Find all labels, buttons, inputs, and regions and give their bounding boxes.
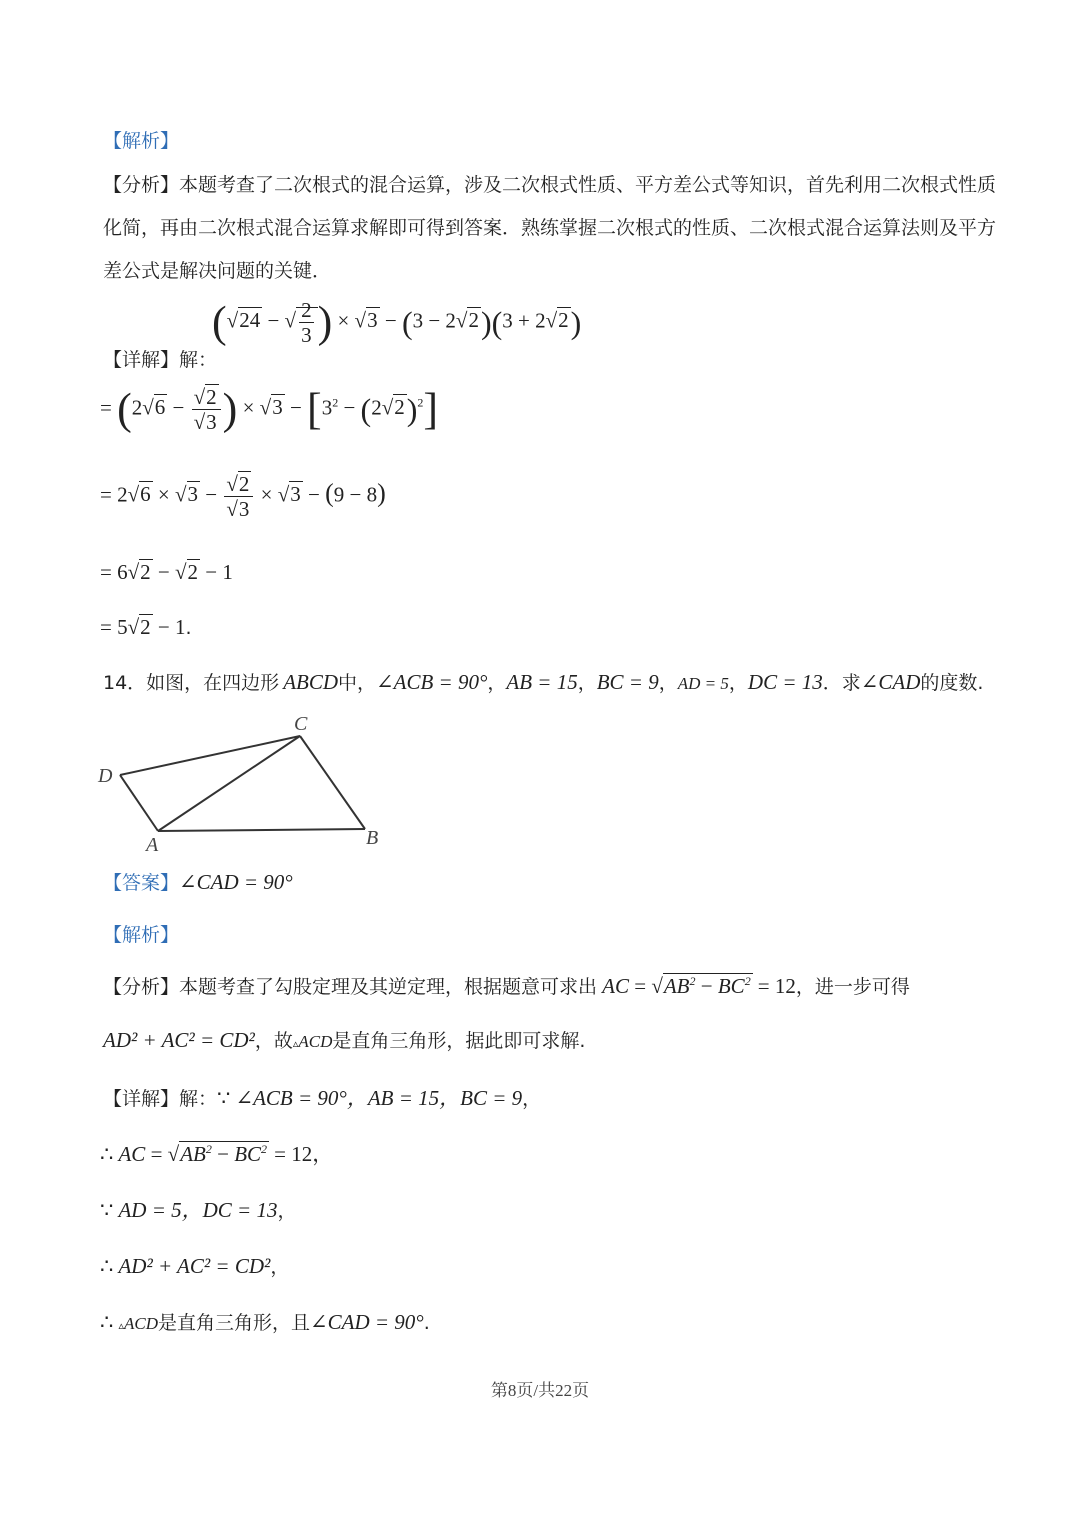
detail-2-lead: 解： [179,1088,218,1110]
detail-2-label: 【详解】 [103,1088,180,1110]
detail-2-ac-value: = 12， [274,1142,334,1166]
analysis-tag-2: 【解析】 [103,924,180,946]
page-footer: 第8页/共22页 [490,1381,590,1400]
analysis-line-2: 化简，再由二次根式混合运算求解即可得到答案．熟练掌握二次根式的性质、二次根式混合运算法则及平方 [103,217,997,239]
analysis-2-label: 【分析】 [103,976,180,998]
edge-cb [300,736,365,829]
q14-sep-4: ， [728,672,748,694]
detail-2-ac-formula: AC = $√AB^2 - BC^2$ [118,1142,268,1166]
detail-2-given-2: AD = 5，DC = 13 [118,1198,278,1222]
detail-2-pyth: AD² + AC² = CD² [118,1254,271,1278]
detail-line [103,345,217,372]
detail-2-end-5: . [423,1312,430,1334]
analysis-2-text-b: ，进一步可得 [795,976,910,998]
analysis-tag: 【解析】 [103,130,180,152]
equation-step-3: = 2√6 × √3 − $\frac{√2}{√3}$ × √3 − (9 − 8) [100,472,386,522]
therefore-symbol-3: ∴ [100,1310,114,1334]
label-d: D [98,765,113,787]
q14-dc: DC = 13 [747,670,823,694]
q14-cad: ∠CAD [860,670,921,694]
q14-sep-3: ， [658,672,678,694]
detail-2-line-3 [100,1194,297,1224]
q14-de: 的 [920,672,940,694]
equation-step-2: = (2√6 − $\frac{√2}{√3}$ ) × $√3 - [3^2 - (2√2)^2]$ [100,384,439,435]
label-b: B [366,827,379,849]
q14-sep-2: ， [577,672,597,694]
q14-ad: AD = 5 [677,674,729,693]
therefore-symbol-1: ∴ [100,1142,114,1166]
analysis-2-pyth: AD² + AC² = CD² [103,1028,255,1052]
detail-2-conclusion: ∠CAD = 90° [310,1310,424,1334]
analysis-line-3: 差公式是解决问题的关键． [103,260,332,282]
answer-value: ∠CAD = 90° [179,870,293,894]
q14-zhong: 中， [338,672,377,694]
analysis-2-line-2 [103,1026,585,1053]
triangle-icon-2: ▵ [118,1319,124,1332]
question-14-stem [103,668,983,695]
equation-step-4: = 6√2 − √2 − 1 [100,560,233,584]
detail-2-text-5: 是直角三角形，且 [158,1312,311,1334]
detail-2-tri: ACD [124,1314,158,1333]
equation-step-5: = 5√2 − 1. [100,615,192,639]
analysis-2-line-1 [103,972,910,999]
answer-line [103,868,293,895]
answer-tag: 【答案】 [103,872,180,894]
edge-dc [120,736,300,775]
detail-2-given: ∠ACB = 90°，AB = 15，BC = 9 [235,1086,523,1110]
equation-step-1: (√24 − √ $\frac{2}{3}$ ) × √3 − (3 − 2√2)(3 + 2√2) [212,297,582,348]
analysis-2-text-c: ，故 [254,1030,293,1052]
q14-quad: ABCD [283,670,339,694]
analysis-2-ac-value: = 12 [757,974,796,998]
triangle-icon: ▵ [292,1037,299,1050]
because-symbol: ∵ [217,1086,231,1110]
q14-stem-a: 14．如图，在四边形 [103,672,280,694]
label-c: C [294,713,308,735]
analysis-2-text-a: 本题考查了勾股定理及其逆定理，根据题意可求出 [179,976,598,998]
detail-2-line-1 [103,1082,541,1112]
analysis-2-text-d: 是直角三角形，据此即可求解. [332,1030,586,1052]
q14-sep-1: ， [487,672,507,694]
edge-ad [120,775,158,831]
detail-2-end-3: ， [277,1200,297,1222]
detail-lead: 解： [179,349,218,371]
q14-tail: 度数. [939,672,984,694]
analysis-2-tri: ACD [298,1032,333,1051]
quadrilateral-figure [90,710,400,860]
detail-2-line-4 [100,1252,289,1279]
detail-2-end-1: ， [522,1088,542,1110]
q14-bc: BC = 9 [596,670,659,694]
detail-2-line-2 [100,1138,333,1168]
edge-ba [158,829,365,831]
diagonal-ac [158,736,300,831]
because-symbol-2: ∵ [100,1198,114,1222]
q14-qiu: ．求 [822,672,861,694]
detail-2-end-4: ， [270,1256,290,1278]
q14-ab: AB = 15 [506,670,578,694]
analysis-line-1 [103,170,996,197]
analysis-label: 【分析】 [103,174,180,196]
label-a: A [146,834,159,856]
therefore-symbol-2: ∴ [100,1254,114,1278]
detail-2-line-5 [100,1308,430,1335]
analysis-2-ac-formula: AC = $√AB^2 - BC^2$ [602,974,751,998]
q14-acb: ∠ACB = 90° [376,670,488,694]
detail-label: 【详解】 [103,349,180,371]
analysis-text-1: 本题考查了二次根式的混合运算，涉及二次根式性质、平方差公式等知识，首先利用二次根式性质 [179,174,997,196]
